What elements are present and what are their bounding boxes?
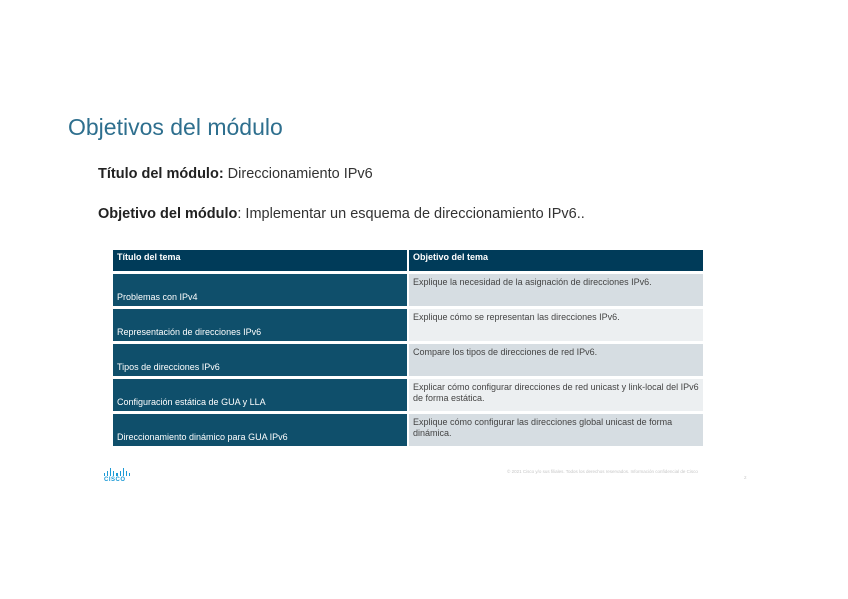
module-title-label: Título del módulo:	[98, 166, 224, 182]
header-objective: Objetivo del tema	[408, 250, 703, 273]
topics-table	[113, 250, 703, 446]
topic-cell: Tipos de direcciones IPv6	[113, 343, 408, 378]
table-header-row	[113, 250, 703, 273]
objective-cell: Compare los tipos de direcciones de red IPv6.	[408, 343, 703, 378]
module-objective-label: Objetivo del módulo	[98, 206, 238, 222]
table-row	[113, 273, 703, 308]
table-row	[113, 413, 703, 447]
table-row	[113, 343, 703, 378]
table-row	[113, 308, 703, 343]
topic-cell: Representación de direcciones IPv6	[113, 308, 408, 343]
cisco-logo	[104, 468, 130, 486]
module-title-line	[98, 166, 373, 182]
objective-cell: Explicar cómo configurar direcciones de red unicast y link-local del IPv6 de forma estática.	[408, 378, 703, 413]
module-objective-line	[98, 206, 585, 222]
objective-cell: Explique cómo configurar las direcciones global unicast de forma dinámica.	[408, 413, 703, 447]
module-objective-value: : Implementar un esquema de direccionamiento IPv6..	[237, 206, 585, 222]
objective-cell: Explique cómo se representan las direcciones IPv6.	[408, 308, 703, 343]
cisco-bars-icon	[104, 468, 130, 476]
objective-cell: Explique la necesidad de la asignación de direcciones IPv6.	[408, 273, 703, 308]
module-title-value: Direccionamiento IPv6	[223, 166, 373, 182]
table-row	[113, 378, 703, 413]
topic-cell: Direccionamiento dinámico para GUA IPv6	[113, 413, 408, 447]
topic-cell: Problemas con IPv4	[113, 273, 408, 308]
copyright-notice: © 2021 Cisco y/o sus filiales. Todos los derechos reservados. Información confidencial de Cisco	[507, 469, 698, 474]
slide-title: Objetivos del módulo	[68, 114, 283, 140]
header-topic: Título del tema	[113, 250, 408, 273]
topic-cell: Configuración estática de GUA y LLA	[113, 378, 408, 413]
page-number: 2	[744, 475, 747, 480]
cisco-logo-text: CISCO	[104, 477, 126, 483]
